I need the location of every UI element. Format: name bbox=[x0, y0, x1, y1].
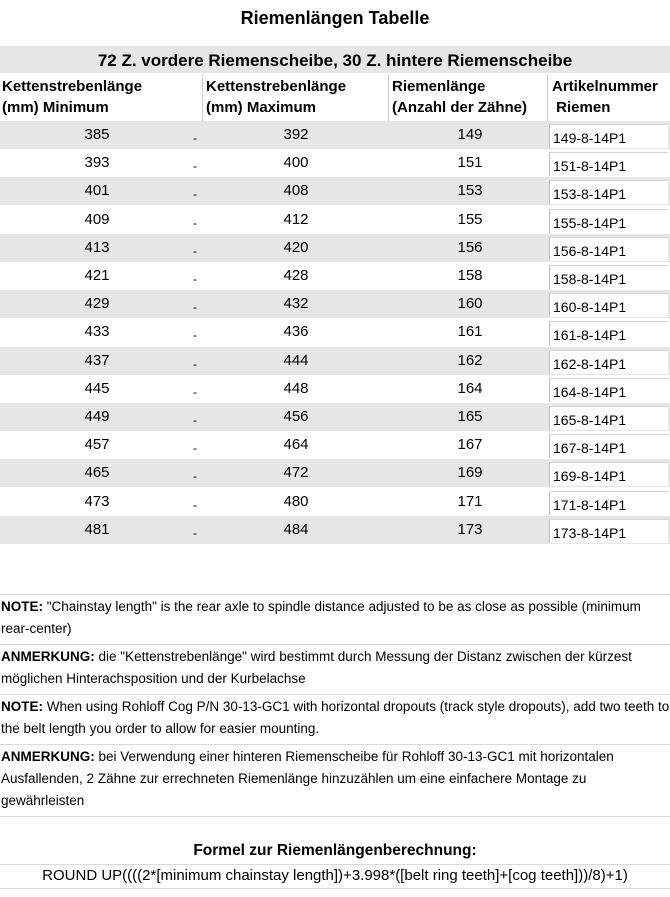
cell-belt-teeth: 173 bbox=[457, 521, 483, 538]
table-row bbox=[0, 262, 670, 290]
note-label: NOTE: bbox=[1, 699, 43, 714]
table-subheader: 72 Z. vordere Riemenscheibe, 30 Z. hintere Riemenscheibe bbox=[0, 46, 670, 73]
cell-max-chainstay: 472 bbox=[283, 464, 309, 481]
cell-belt-teeth: 158 bbox=[457, 267, 483, 284]
table-row bbox=[0, 488, 670, 516]
table-row bbox=[0, 516, 670, 544]
cell-separator: - bbox=[193, 385, 197, 399]
table-row bbox=[0, 347, 670, 375]
cell-min-chainstay: 465 bbox=[84, 464, 110, 481]
header-min-line2: (mm) Minimum bbox=[2, 99, 109, 116]
note-text: bei Verwendung einer hinteren Riemenscheibe für Rohloff 30-13-GC1 mit horizontalen Ausfallenden, 2 Zähne zur errechneten Riemenlänge hinzuzählen um eine einfachere Montage zu gewährleisten bbox=[1, 749, 614, 808]
header-belt-teeth bbox=[392, 76, 527, 118]
cell-belt-teeth: 161 bbox=[457, 323, 483, 340]
cell-max-chainstay: 444 bbox=[283, 352, 309, 369]
table-row bbox=[0, 121, 670, 149]
table-column-headers bbox=[0, 74, 670, 121]
cell-separator: - bbox=[193, 413, 197, 427]
cell-article-number: 153-8-14P1 bbox=[549, 180, 668, 204]
cell-min-chainstay: 393 bbox=[84, 154, 110, 171]
cell-separator: - bbox=[193, 131, 197, 145]
cell-max-chainstay: 408 bbox=[283, 182, 309, 199]
formula-text: ROUND UP((((2*[minimum chainstay length])+3.998*([belt ring teeth]+[cog teeth]))/8)+1) bbox=[0, 864, 670, 889]
note-text: die "Kettenstrebenlänge" wird bestimmt durch Messung der Distanz zwischen der kürzest möglichen Hinterachsposition und der Kurbelachse bbox=[1, 649, 632, 686]
cell-min-chainstay: 437 bbox=[84, 352, 110, 369]
cell-article-number: 165-8-14P1 bbox=[549, 406, 668, 430]
cell-max-chainstay: 428 bbox=[283, 267, 309, 284]
cell-min-chainstay: 401 bbox=[84, 182, 110, 199]
header-min-chainstay bbox=[2, 76, 142, 118]
table-row bbox=[0, 177, 670, 205]
cell-belt-teeth: 153 bbox=[457, 182, 483, 199]
cell-separator: - bbox=[193, 498, 197, 512]
cell-belt-teeth: 171 bbox=[457, 493, 483, 510]
cell-max-chainstay: 484 bbox=[283, 521, 309, 538]
header-art-line1: Artikelnummer bbox=[552, 78, 658, 95]
cell-article-number: 158-8-14P1 bbox=[549, 265, 668, 289]
cell-article-number: 160-8-14P1 bbox=[549, 293, 668, 317]
note-item bbox=[0, 644, 670, 694]
table-row bbox=[0, 290, 670, 318]
cell-article-number: 169-8-14P1 bbox=[549, 462, 668, 486]
note-item bbox=[0, 744, 670, 817]
cell-article-number: 149-8-14P1 bbox=[549, 124, 668, 148]
cell-article-number: 164-8-14P1 bbox=[549, 378, 668, 402]
cell-min-chainstay: 457 bbox=[84, 436, 110, 453]
cell-max-chainstay: 464 bbox=[283, 436, 309, 453]
header-article-number bbox=[552, 76, 658, 118]
cell-max-chainstay: 420 bbox=[283, 239, 309, 256]
cell-separator: - bbox=[193, 328, 197, 342]
cell-separator: - bbox=[193, 244, 197, 258]
cell-max-chainstay: 400 bbox=[283, 154, 309, 171]
cell-min-chainstay: 421 bbox=[84, 267, 110, 284]
cell-min-chainstay: 481 bbox=[84, 521, 110, 538]
cell-max-chainstay: 456 bbox=[283, 408, 309, 425]
cell-separator: - bbox=[193, 187, 197, 201]
note-item bbox=[0, 594, 670, 644]
table-row bbox=[0, 234, 670, 262]
cell-article-number: 162-8-14P1 bbox=[549, 350, 668, 374]
cell-max-chainstay: 448 bbox=[283, 380, 309, 397]
formula-title: Formel zur Riemenlängenberechnung: bbox=[193, 842, 477, 859]
cell-separator: - bbox=[193, 272, 197, 286]
cell-belt-teeth: 162 bbox=[457, 352, 483, 369]
cell-belt-teeth: 167 bbox=[457, 436, 483, 453]
page-title: Riemenlängen Tabelle bbox=[240, 8, 430, 28]
note-item bbox=[0, 694, 670, 744]
note-label: ANMERKUNG: bbox=[1, 749, 95, 764]
header-art-line2: Riemen bbox=[552, 99, 611, 116]
cell-min-chainstay: 413 bbox=[84, 239, 110, 256]
cell-separator: - bbox=[193, 441, 197, 455]
cell-belt-teeth: 165 bbox=[457, 408, 483, 425]
cell-min-chainstay: 473 bbox=[84, 493, 110, 510]
cell-max-chainstay: 432 bbox=[283, 295, 309, 312]
cell-min-chainstay: 409 bbox=[84, 211, 110, 228]
cell-belt-teeth: 169 bbox=[457, 464, 483, 481]
note-label: NOTE: bbox=[1, 599, 43, 614]
cell-max-chainstay: 412 bbox=[283, 211, 309, 228]
cell-article-number: 161-8-14P1 bbox=[549, 321, 668, 345]
cell-article-number: 167-8-14P1 bbox=[549, 434, 668, 458]
cell-separator: - bbox=[193, 357, 197, 371]
cell-article-number: 156-8-14P1 bbox=[549, 237, 668, 261]
header-teeth-line2: (Anzahl der Zähne) bbox=[392, 99, 528, 116]
table-row bbox=[0, 375, 670, 403]
note-text: "Chainstay length" is the rear axle to spindle distance adjusted to be as close as possible (minimum rear-center) bbox=[1, 599, 641, 636]
cell-min-chainstay: 429 bbox=[84, 295, 110, 312]
table-row bbox=[0, 431, 670, 459]
cell-separator: - bbox=[193, 300, 197, 314]
header-teeth-line1: Riemenlänge bbox=[392, 78, 486, 95]
table-row bbox=[0, 206, 670, 234]
header-max-line1: Kettenstrebenlänge bbox=[206, 78, 347, 95]
cell-belt-teeth: 164 bbox=[457, 380, 483, 397]
cell-belt-teeth: 151 bbox=[457, 154, 483, 171]
cell-article-number: 173-8-14P1 bbox=[549, 519, 668, 543]
cell-belt-teeth: 149 bbox=[457, 126, 483, 143]
cell-min-chainstay: 385 bbox=[84, 126, 110, 143]
header-min-line1: Kettenstrebenlänge bbox=[2, 78, 143, 95]
table-row bbox=[0, 459, 670, 487]
cell-min-chainstay: 433 bbox=[84, 323, 110, 340]
cell-min-chainstay: 445 bbox=[84, 380, 110, 397]
cell-belt-teeth: 160 bbox=[457, 295, 483, 312]
cell-separator: - bbox=[193, 159, 197, 173]
cell-separator: - bbox=[193, 526, 197, 540]
cell-article-number: 151-8-14P1 bbox=[549, 152, 668, 176]
note-text: When using Rohloff Cog P/N 30-13-GC1 with horizontal dropouts (track style dropouts), add two teeth to the belt length you order to allow for easier mounting. bbox=[1, 699, 670, 736]
cell-article-number: 171-8-14P1 bbox=[549, 491, 668, 515]
cell-max-chainstay: 436 bbox=[283, 323, 309, 340]
note-label: ANMERKUNG: bbox=[1, 649, 95, 664]
table-row bbox=[0, 149, 670, 177]
cell-separator: - bbox=[193, 216, 197, 230]
cell-max-chainstay: 480 bbox=[283, 493, 309, 510]
header-max-chainstay bbox=[206, 76, 346, 118]
cell-max-chainstay: 392 bbox=[283, 126, 309, 143]
cell-article-number: 155-8-14P1 bbox=[549, 209, 668, 233]
cell-min-chainstay: 449 bbox=[84, 408, 110, 425]
cell-belt-teeth: 156 bbox=[457, 239, 483, 256]
table-row bbox=[0, 318, 670, 346]
cell-separator: - bbox=[193, 469, 197, 483]
cell-belt-teeth: 155 bbox=[457, 211, 483, 228]
notes-section bbox=[0, 594, 670, 817]
header-max-line2: (mm) Maximum bbox=[206, 99, 317, 116]
table-row bbox=[0, 403, 670, 431]
